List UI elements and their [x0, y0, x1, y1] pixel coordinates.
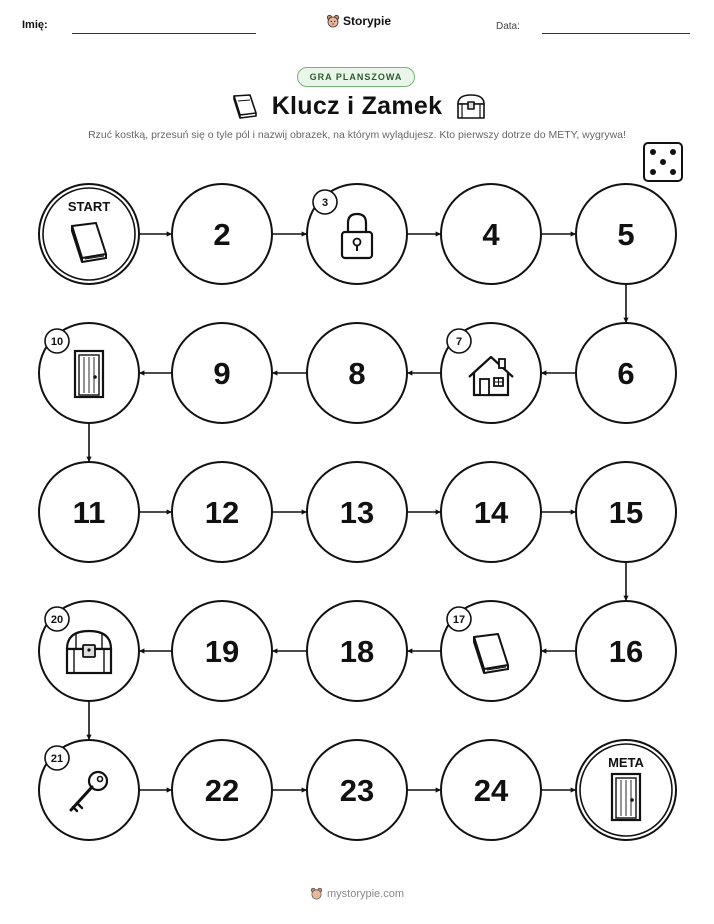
path-arrow — [623, 562, 628, 601]
board-space — [172, 740, 272, 840]
board-space — [172, 601, 272, 701]
path-arrow — [272, 787, 307, 792]
svg-text:17: 17 — [452, 614, 466, 626]
space-number: 6 — [617, 356, 635, 391]
path-arrow — [272, 231, 307, 236]
treasure-chest-icon — [67, 631, 111, 673]
space-label: START — [67, 199, 111, 214]
board-space — [441, 740, 541, 840]
bear-logo-icon — [310, 887, 323, 900]
space-number: 13 — [339, 495, 375, 530]
page-title: Klucz i Zamek — [271, 92, 443, 120]
path-arrow — [139, 231, 172, 236]
path-arrow — [139, 787, 172, 792]
path-arrow — [139, 370, 172, 375]
path-arrow — [541, 231, 576, 236]
board-space — [172, 462, 272, 562]
board-space — [172, 184, 272, 284]
board-space — [576, 184, 676, 284]
board-space — [441, 184, 541, 284]
path-arrow — [541, 787, 576, 792]
space-number: 16 — [608, 634, 644, 669]
space-number-badge — [313, 190, 337, 214]
board-space — [576, 323, 676, 423]
path-arrow — [541, 509, 576, 514]
board-space — [307, 323, 407, 423]
finish-space — [576, 740, 676, 840]
board-space — [307, 184, 407, 284]
space-number: 5 — [617, 217, 635, 252]
board-space — [307, 601, 407, 701]
space-number: 22 — [204, 773, 240, 808]
board-space — [441, 601, 541, 701]
space-number-badge — [447, 329, 471, 353]
name-label: Imię: — [22, 19, 48, 31]
path-arrow — [407, 231, 441, 236]
space-number: 4 — [482, 217, 500, 252]
game-type-badge: GRA PLANSZOWA — [297, 67, 415, 87]
space-number-badge — [45, 607, 69, 631]
space-number: 23 — [339, 773, 375, 808]
svg-text:21: 21 — [50, 753, 64, 765]
path-arrow — [407, 509, 441, 514]
board-space — [39, 740, 139, 840]
path-arrow — [272, 648, 307, 653]
board-space — [39, 323, 139, 423]
space-number: 18 — [339, 634, 375, 669]
board-space — [307, 462, 407, 562]
space-number: 9 — [213, 356, 231, 391]
footer — [0, 887, 714, 900]
space-number: 2 — [213, 217, 231, 252]
svg-text:3: 3 — [321, 197, 329, 209]
space-number: 8 — [348, 356, 366, 391]
game-instructions: Rzuć kostką, przesuń się o tyle pól i nazwij obrazek, na którym wylądujesz. Kto pierwszy dotrze do METY, wygrywa! — [88, 129, 626, 141]
path-arrow — [86, 423, 91, 462]
door-icon — [75, 351, 103, 397]
space-label: META — [608, 755, 644, 770]
path-arrow — [272, 370, 307, 375]
start-space — [39, 184, 139, 284]
space-number: 24 — [473, 773, 509, 808]
board-space — [576, 462, 676, 562]
svg-text:20: 20 — [50, 614, 64, 626]
space-number: 12 — [204, 495, 240, 530]
path-arrow — [407, 370, 441, 375]
board-space — [441, 323, 541, 423]
svg-text:7: 7 — [455, 336, 463, 348]
board-space — [441, 462, 541, 562]
space-number: 19 — [204, 634, 240, 669]
svg-text:10: 10 — [50, 336, 64, 348]
footer-url: mystorypie.com — [326, 887, 405, 900]
path-arrow — [139, 509, 172, 514]
board-space — [172, 323, 272, 423]
path-arrow — [139, 648, 172, 653]
board-space — [39, 601, 139, 701]
path-arrow — [623, 284, 628, 323]
space-number: 14 — [473, 495, 509, 530]
board-space — [576, 601, 676, 701]
path-arrow — [541, 648, 576, 653]
date-label: Data: — [496, 21, 520, 32]
path-arrow — [272, 509, 307, 514]
path-arrow — [86, 701, 91, 740]
space-number: 15 — [608, 495, 644, 530]
path-arrow — [541, 370, 576, 375]
space-number-badge — [447, 607, 471, 631]
space-number-badge — [45, 329, 69, 353]
path-arrow — [407, 787, 441, 792]
board-space — [39, 462, 139, 562]
brand-name: Storypie — [343, 14, 392, 28]
board-space — [307, 740, 407, 840]
space-number: 11 — [72, 495, 106, 530]
door-icon — [612, 774, 640, 820]
path-arrow — [407, 648, 441, 653]
space-number-badge — [45, 746, 69, 770]
